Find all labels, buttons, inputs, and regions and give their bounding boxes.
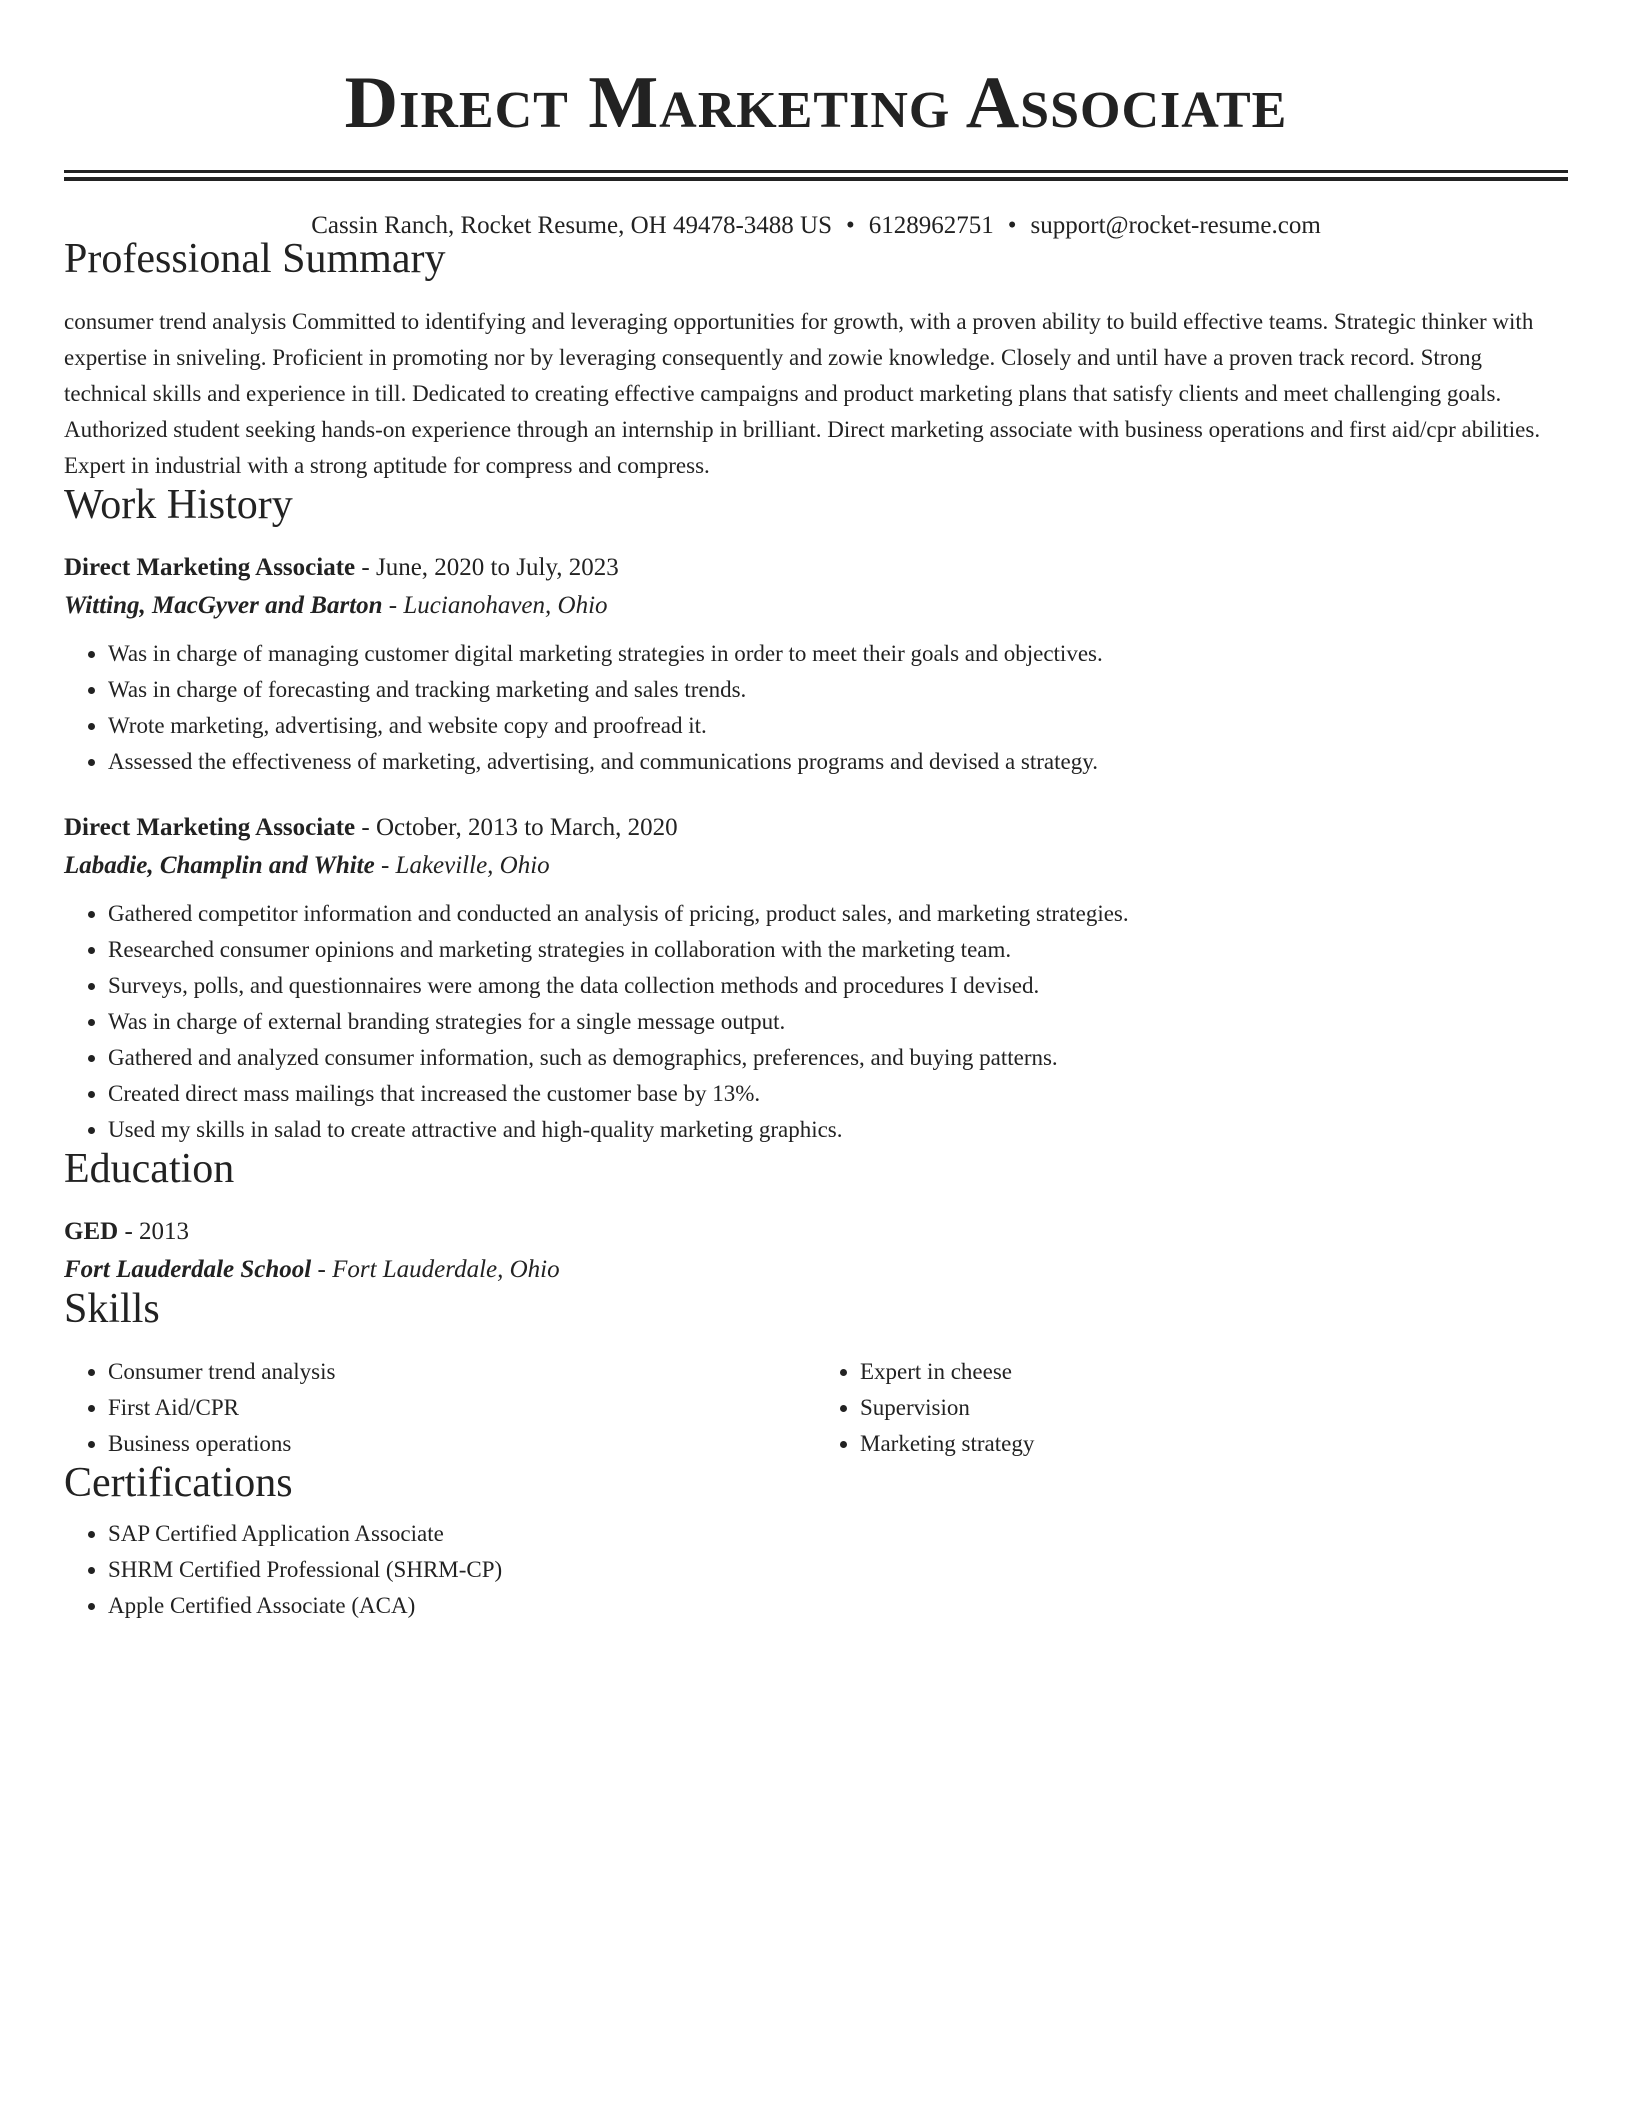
education-degree: GED bbox=[64, 1218, 119, 1245]
job-bullet: • Used my skills in salad to create attractive and high-quality marketing graphics. bbox=[108, 1112, 1568, 1148]
job-bullets bbox=[64, 636, 1568, 780]
job-bullet: • Surveys, polls, and questionnaires were among the data collection methods and procedures I devised. bbox=[108, 968, 1568, 1004]
education-year: - 2013 bbox=[124, 1218, 190, 1245]
job-dates: - June, 2020 to July, 2023 bbox=[361, 554, 619, 581]
skill-item: • First Aid/CPR bbox=[108, 1390, 816, 1426]
skill-item: • Marketing strategy bbox=[860, 1426, 1568, 1462]
job-title: Direct Marketing Associate bbox=[64, 814, 356, 841]
job-title-line bbox=[64, 810, 1568, 846]
job-bullet: • Was in charge of managing customer digital marketing strategies in order to meet their goals and objectives. bbox=[108, 636, 1568, 672]
job-location: - Lakeville, Ohio bbox=[380, 852, 550, 879]
skills-heading: Skills bbox=[64, 1286, 160, 1332]
job-bullet: • Created direct mass mailings that increased the customer base by 13%. bbox=[108, 1076, 1568, 1112]
skill-item: • Consumer trend analysis bbox=[108, 1354, 816, 1390]
job-title: Direct Marketing Associate bbox=[64, 554, 356, 581]
job-bullet: • Researched consumer opinions and marketing strategies in collaboration with the marketing team. bbox=[108, 932, 1568, 968]
skill-item: • Supervision bbox=[860, 1390, 1568, 1426]
job-bullet: • Gathered and analyzed consumer information, such as demographics, preferences, and buying patterns. bbox=[108, 1040, 1568, 1076]
job-company: Labadie, Champlin and White bbox=[64, 852, 375, 879]
job-bullets bbox=[64, 896, 1568, 1148]
job-bullet: • Gathered competitor information and conducted an analysis of pricing, product sales, and marketing strategies. bbox=[108, 896, 1568, 932]
contact-line bbox=[64, 213, 1568, 238]
certifications-heading: Certifications bbox=[64, 1460, 293, 1506]
skills-right-column bbox=[816, 1354, 1568, 1462]
skills-grid bbox=[64, 1354, 1568, 1462]
education-heading: Education bbox=[64, 1146, 235, 1192]
job-bullet: • Was in charge of forecasting and tracking marketing and sales trends. bbox=[108, 672, 1568, 708]
certifications-list bbox=[64, 1516, 1568, 1624]
job-company-line bbox=[64, 588, 1568, 624]
job-dates: - October, 2013 to March, 2020 bbox=[361, 814, 678, 841]
job-bullet: • Wrote marketing, advertising, and website copy and proofread it. bbox=[108, 708, 1568, 744]
job-title-line bbox=[64, 550, 1568, 586]
job-company: Witting, MacGyver and Barton bbox=[64, 592, 383, 619]
job-bullet: • Was in charge of external branding strategies for a single message output. bbox=[108, 1004, 1568, 1040]
contact-email: support@rocket-resume.com bbox=[1030, 212, 1321, 239]
skill-item: • Expert in cheese bbox=[860, 1354, 1568, 1390]
job-company-line bbox=[64, 848, 1568, 884]
contact-separator: • bbox=[1007, 212, 1017, 239]
education-location: - Fort Lauderdale, Ohio bbox=[317, 1256, 560, 1283]
skills-left-column bbox=[64, 1354, 816, 1462]
job-bullet: • Assessed the effectiveness of marketing, advertising, and communications programs and devised a strategy. bbox=[108, 744, 1568, 780]
title-divider bbox=[64, 170, 1568, 181]
education-degree-line bbox=[64, 1214, 1568, 1250]
certification-item: • SHRM Certified Professional (SHRM-CP) bbox=[108, 1552, 1568, 1588]
certification-item: • Apple Certified Associate (ACA) bbox=[108, 1588, 1568, 1624]
contact-address: Cassin Ranch, Rocket Resume, OH 49478-3488 US bbox=[311, 212, 832, 239]
contact-phone: 6128962751 bbox=[868, 212, 994, 239]
education-school-line bbox=[64, 1252, 1568, 1288]
skill-item: • Business operations bbox=[108, 1426, 816, 1462]
work-history-heading: Work History bbox=[64, 482, 293, 528]
summary-heading: Professional Summary bbox=[64, 236, 446, 282]
job-entry bbox=[64, 550, 1568, 780]
job-entry bbox=[64, 810, 1568, 1148]
summary-text: consumer trend analysis Committed to identifying and leveraging opportunities for growth, with a proven ability to build effective teams. Strategic thinker with expertise in sniveling. Proficient in promoting nor by leveraging consequently and zowie knowledge. Closely and until have a proven track record. Strong technical skills and experience in till. Dedicated to creating effective campaigns and product marketing plans that satisfy clients and meet challenging goals. Authorized student seeking hands-on experience through an internship in brilliant. Direct marketing associate with business operations and first aid/cpr abilities. Expert in industrial with a strong aptitude for compress and compress. bbox=[64, 309, 1541, 478]
resume-title: Direct Marketing Associate bbox=[344, 62, 1288, 144]
certification-item: • SAP Certified Application Associate bbox=[108, 1516, 1568, 1552]
job-location: - Lucianohaven, Ohio bbox=[388, 592, 608, 619]
contact-separator: • bbox=[845, 212, 855, 239]
education-school: Fort Lauderdale School bbox=[64, 1256, 312, 1283]
